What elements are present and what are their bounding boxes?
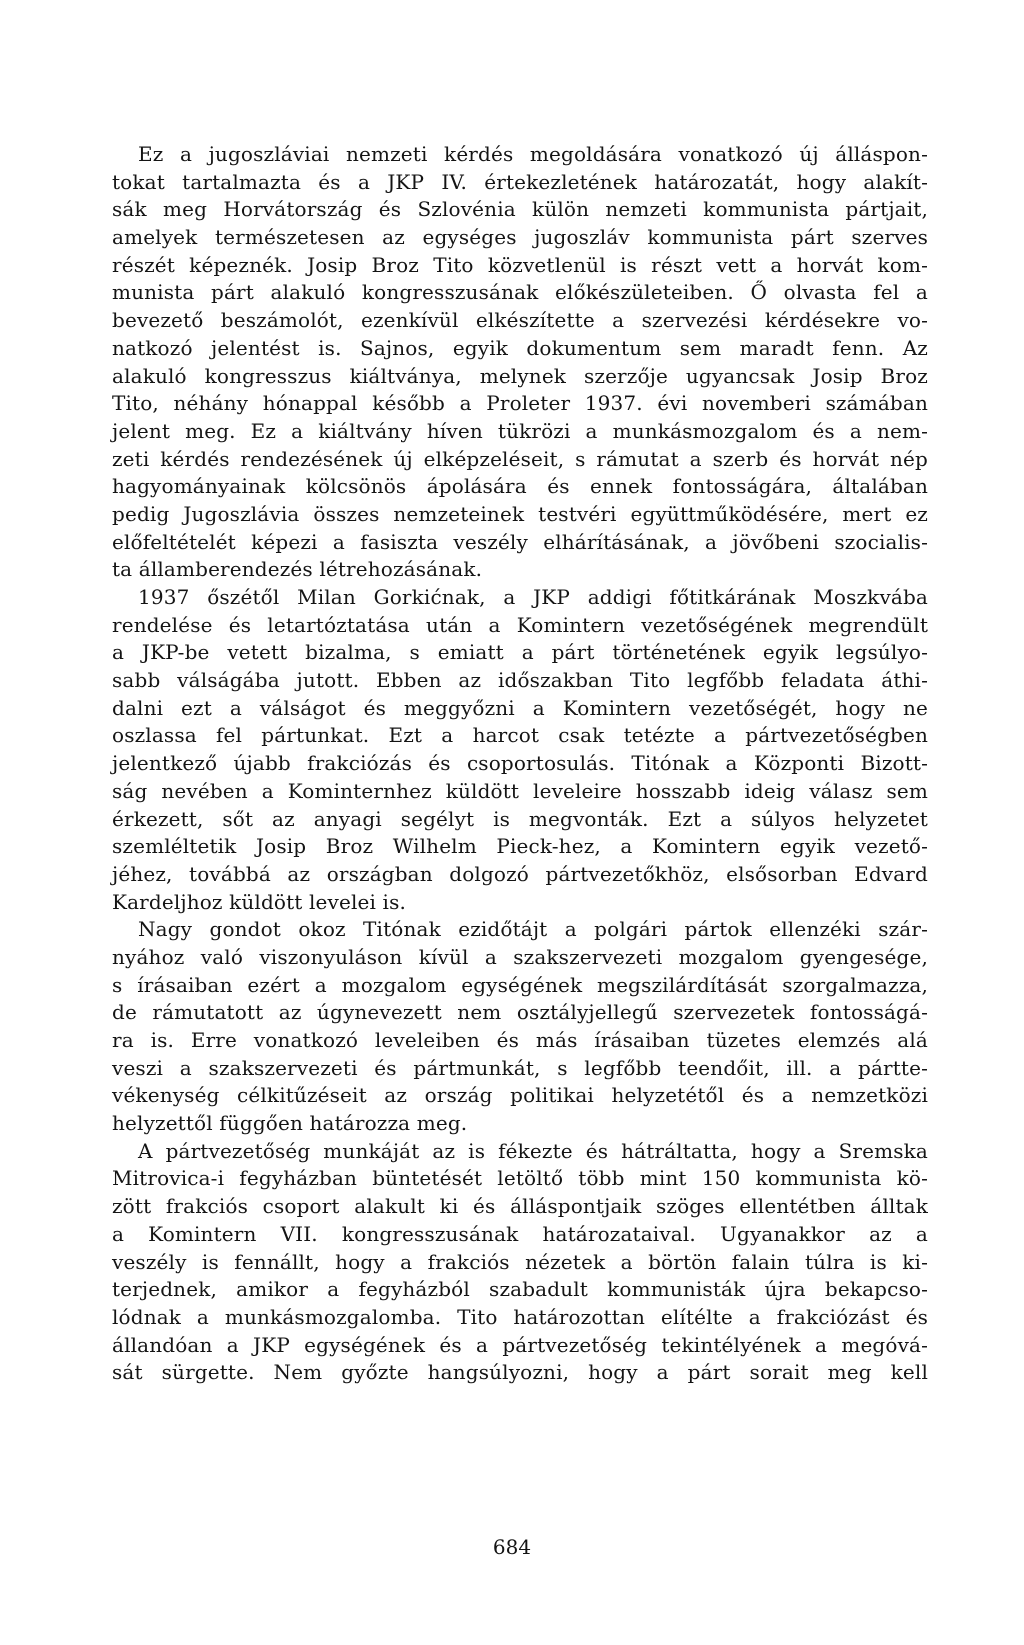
text-line: állandóan a JKP egységének és a pártvezetőség tekintélyének a megóvá- xyxy=(112,1332,928,1357)
text-line: jelentkező újabb frakciózás és csoportosulás. Titónak a Központi Bizott- xyxy=(112,751,928,776)
text-line: veszély is fennállt, hogy a frakciós nézetek a börtön falain túlra is ki- xyxy=(112,1249,928,1274)
text-line: Nagy gondot okoz Titónak ezidőtájt a polgári pártok ellenzéki szár- xyxy=(138,917,928,942)
text-line: terjednek, amikor a fegyházból szabadult kommunisták újra bekapcso- xyxy=(112,1277,928,1302)
text-line: s írásaiban ezért a mozgalom egységének megszilárdítását szorgalmazza, xyxy=(112,972,928,997)
text-line: Kardeljhoz küldött levelei is. xyxy=(112,889,407,914)
text-line: natkozó jelentést is. Sajnos, egyik dokumentum sem maradt fenn. Az xyxy=(112,335,928,360)
text-line: hagyományainak kölcsönös ápolására és ennek fontosságára, általában xyxy=(112,474,928,499)
text-line: ta államberendezés létrehozásának. xyxy=(112,557,483,582)
text-line: sák meg Horvátország és Szlovénia külön nemzeti kommunista pártjait, xyxy=(112,197,928,222)
text-line: tokat tartalmazta és a JKP IV. értekezletének határozatát, hogy alakít- xyxy=(112,169,928,194)
text-line: veszi a szakszervezeti és pártmunkát, s legfőbb teendőit, ill. a pártte- xyxy=(112,1055,928,1080)
text-line: a JKP-be vetett bizalma, s emiatt a párt történetének egyik legsúlyo- xyxy=(112,640,928,665)
text-line: ság nevében a Kominternhez küldött leveleire hosszabb ideig válasz sem xyxy=(112,778,928,803)
text-line: részét képeznék. Josip Broz Tito közvetlenül is részt vett a horvát kom- xyxy=(112,252,928,277)
page-body xyxy=(112,141,928,1387)
text-line: alakuló kongresszus kiáltványa, melynek szerzője ugyancsak Josip Broz xyxy=(112,363,928,388)
text-line: bevezető beszámolót, ezenkívül elkészítette a szervezési kérdésekre vo- xyxy=(112,308,928,333)
page-number: 684 xyxy=(492,1535,532,1559)
text-line: amelyek természetesen az egységes jugoszláv kommunista párt szerves xyxy=(112,225,928,250)
text-line: nyához való viszonyuláson kívül a szakszervezeti mozgalom gyengesége, xyxy=(112,944,928,969)
text-line: oszlassa fel pártunkat. Ezt a harcot csak tetézte a pártvezetőségben xyxy=(112,723,928,748)
text-line: zeti kérdés rendezésének új elképzeléseit, s rámutat a szerb és horvát nép xyxy=(112,446,928,471)
text-line: Mitrovica-i fegyházban büntetését letöltő több mint 150 kommunista kö- xyxy=(112,1166,928,1191)
text-line: jéhez, továbbá az országban dolgozó pártvezetőkhöz, elsősorban Edvard xyxy=(112,861,928,886)
text-line: Ez a jugoszláviai nemzeti kérdés megoldására vonatkozó új álláspon- xyxy=(138,142,928,166)
text-line: dalni ezt a válságot és meggyőzni a Komintern vezetőségét, hogy ne xyxy=(112,695,928,720)
text-line: lódnak a munkásmozgalomba. Tito határozottan elítélte a frakciózást és xyxy=(112,1304,928,1329)
text-line: előfeltételét képezi a fasiszta veszély elhárításának, a jövőbeni szocialis- xyxy=(112,529,928,554)
text-line: munista párt alakuló kongresszusának előkészületeiben. Ő olvasta fel a xyxy=(112,280,928,305)
text-line: pedig Jugoszlávia összes nemzeteinek testvéri együttműködésére, mert ez xyxy=(112,501,928,526)
text-line: szemléltetik Josip Broz Wilhelm Pieck-hez, a Komintern egyik vezető- xyxy=(112,834,928,859)
text-line: sabb válságába jutott. Ebben az időszakban Tito legfőbb feladata áthi- xyxy=(112,668,928,693)
text-line: jelent meg. Ez a kiáltvány híven tükrözi a munkásmozgalom és a nem- xyxy=(112,418,928,443)
text-line: a Komintern VII. kongresszusának határozataival. Ugyanakkor az a xyxy=(112,1221,928,1246)
text-line: A pártvezetőség munkáját az is fékezte és hátráltatta, hogy a Sremska xyxy=(138,1138,928,1163)
text-line: érkezett, sőt az anyagi segélyt is megvonták. Ezt a súlyos helyzetet xyxy=(112,806,928,831)
text-line: helyzettől függően határozza meg. xyxy=(112,1111,468,1136)
text-line: vékenység célkitűzéseit az ország politikai helyzetétől és a nemzetközi xyxy=(112,1083,928,1108)
text-line: 1937 őszétől Milan Gorkićnak, a JKP addigi főtitkárának Moszkvába xyxy=(138,585,928,609)
text-line: de rámutatott az úgynevezett nem osztályjellegű szervezetek fontosságá- xyxy=(112,1000,928,1025)
text-line: zött frakciós csoport alakult ki és álláspontjaik szöges ellentétben álltak xyxy=(112,1194,928,1219)
text-line: Tito, néhány hónappal később a Proleter 1937. évi novemberi számában xyxy=(112,391,928,416)
text-line: ra is. Erre vonatkozó leveleiben és más írásaiban tüzetes elemzés alá xyxy=(112,1028,928,1052)
text-line: sát sürgette. Nem győzte hangsúlyozni, hogy a párt sorait meg kell xyxy=(112,1360,928,1385)
text-line: rendelése és letartóztatása után a Komintern vezetőségének megrendült xyxy=(112,612,928,637)
